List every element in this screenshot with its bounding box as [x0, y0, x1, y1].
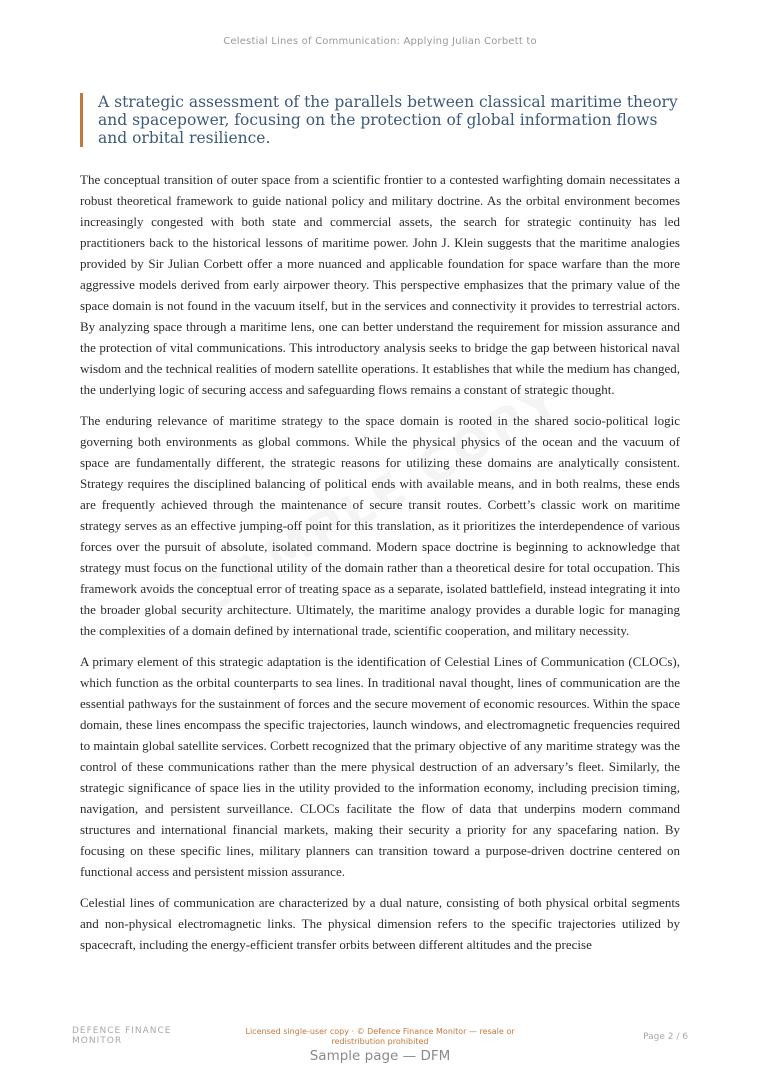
running-title: Celestial Lines of Communication: Applying Julian Corbett to	[223, 36, 537, 47]
paragraph-3: A primary element of this strategic adaptation is the identification of Celestial Lines of Communication (CLOCs), which function as the orbital counterparts to sea lines. In traditional naval thought, lines of communication are the essential pathways for the sustainment of forces and the secure movement of economic resources. Within the space domain, these lines encompass the specific trajectories, launch windows, and electromagnetic frequencies required to maintain global satellite services. Corbett recognized that the primary objective of any maritime strategy was the control of these communications rather than the mere physical destruction of an adversary’s fleet. Similarly, the strategic significance of space lies in the utility provided to the information economy, including precision timing, navigation, and persistent surveillance. CLOCs facilitate the flow of data that underpins modern command structures and international financial markets, making their security a priority for any spacefaring nation. By focusing on these specific lines, military planners can transition toward a purpose-driven doctrine centered on functional access and persistent mission assurance.	[80, 654, 680, 879]
page-number: Page 2 / 6	[643, 1032, 688, 1042]
paragraph-1: The conceptual transition of outer space from a scientific frontier to a contested warfighting domain necessitates a robust theoretical framework to guide national policy and military doctrine. As the orbital environment becomes increasingly congested with both state and commercial assets, the search for strategic continuity has led practitioners back to the historical lessons of maritime power. John J. Klein suggests that the maritime analogies provided by Sir Julian Corbett offer a more nuanced and applicable foundation for space warfare than the more aggressive models derived from early airpower theory. This perspective emphasizes that the primary value of the space domain is not found in the vacuum itself, but in the services and connectivity it provides to terrestrial actors. By analyzing space through a maritime lens, one can better understand the requirement for mission assurance and the protection of vital communications. This introductory analysis seeks to bridge the gap between historical naval wisdom and the technical realities of modern satellite operations. It establishes that while the medium has changed, the underlying logic of securing access and safeguarding flows remains a constant of strategic thought.	[80, 172, 680, 397]
paragraph-2: The enduring relevance of maritime strategy to the space domain is rooted in the shared socio-political logic governing both environments as global commons. While the physical physics of the ocean and the vacuum of space are fundamentally different, the strategic reasons for utilizing these domains are analytically consistent. Strategy requires the disciplined balancing of political ends with available means, and in both realms, these ends are frequently achieved through the maintenance of secure transit routes. Corbett’s classic work on maritime strategy serves as an effective jumping-off point for this translation, as it prioritizes the interdependence of various forces over the pursuit of absolute, isolated command. Modern space doctrine is beginning to acknowledge that strategy must focus on the functional utility of the domain rather than a theoretical desire for total occupation. This framework avoids the conceptual error of treating space as a separate, isolated battlefield, instead integrating it into the broader global security architecture. Ultimately, the maritime analogy provides a durable logic for managing the complexities of a domain defined by international trade, scientific cooperation, and military necessity.	[80, 413, 680, 638]
abstract-callout	[80, 93, 680, 147]
article-body	[80, 169, 680, 965]
sample-banner: Sample page — DFM	[309, 1048, 451, 1064]
paragraph-4: Celestial lines of communication are characterized by a dual nature, consisting of both physical orbital segments and non-physical electromagnetic links. The physical dimension refers to the specific trajectories utilized by spacecraft, including the energy-efficient transfer orbits between different altitudes and the precise	[80, 895, 680, 952]
footer-publisher: DEFENCE FINANCE MONITOR	[72, 1026, 172, 1046]
abstract-text: A strategic assessment of the parallels between classical maritime theory and spacepower, focusing on the protection of global information flows and orbital resilience.	[98, 93, 678, 147]
footer-license: Licensed single-user copy · © Defence Finance Monitor — resale or redistribution prohibited	[245, 1027, 515, 1046]
